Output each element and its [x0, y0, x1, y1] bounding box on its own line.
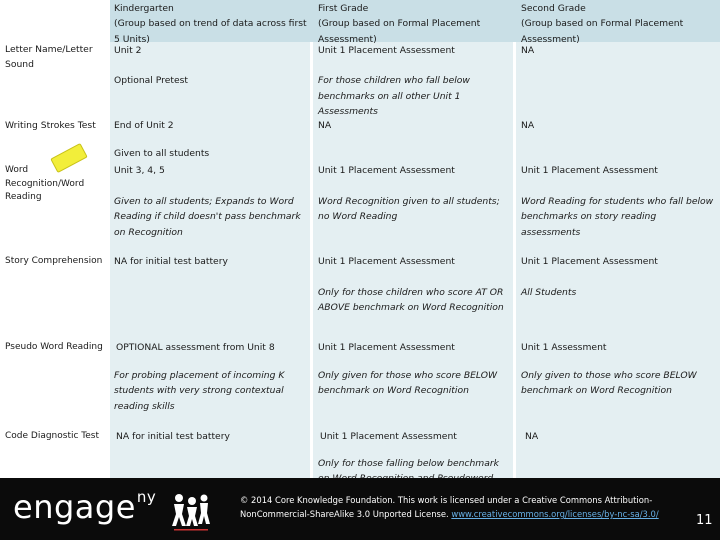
page-number: 11: [696, 513, 713, 528]
pseudo-word-k: OPTIONAL assessment from Unit 8: [116, 342, 275, 353]
word-recognition-g1: Unit 1 Placement Assessment: [318, 165, 455, 176]
letter-name-g1-note: For those children who fall below benchmarks on all other Unit 1 Assessments: [318, 75, 470, 117]
code-diagnostic-g1: Unit 1 Placement Assessment: [320, 431, 457, 442]
row-label-writing-strokes: Writing Strokes Test: [5, 120, 96, 131]
word-recognition-g2: Unit 1 Placement Assessment: [521, 165, 658, 176]
word-recognition-g2-note: Word Reading for students who fall below benchmarks on story reading assessments: [521, 196, 714, 238]
code-diagnostic-g1-note: Only for those falling below benchmark: [318, 458, 499, 469]
pseudo-word-g2: Unit 1 Assessment: [521, 342, 607, 353]
letter-name-k: Unit 2: [114, 45, 142, 56]
row-label-letter-name: Letter Name/Letter Sound: [5, 44, 93, 71]
core-knowledge-logo-icon: [170, 492, 214, 532]
header-kindergarten: Kindergarten (Group based on trend of data across first 5 Units): [114, 3, 307, 45]
story-comprehension-k: NA for initial test battery: [114, 256, 228, 267]
writing-strokes-g2: NA: [521, 120, 535, 131]
row-label-code-diagnostic: Code Diagnostic Test: [5, 431, 100, 441]
code-diagnostic-k: NA for initial test battery: [116, 431, 230, 442]
pseudo-word-g1: Unit 1 Placement Assessment: [318, 342, 455, 353]
story-comprehension-g1: Unit 1 Placement Assessment: [318, 256, 455, 267]
writing-strokes-k-note: Given to all students: [114, 148, 210, 159]
story-comprehension-g2: Unit 1 Placement Assessment: [521, 256, 658, 267]
word-recognition-k-note: Given to all students; Expands to Word Reading if child doesn't pass benchmark on Recognition: [114, 196, 301, 238]
story-comprehension-g1-note: Only for those children who score AT OR ABOVE benchmark on Word Recognition: [318, 287, 504, 314]
header-first-grade: First Grade (Group based on Formal Placement Assessment): [318, 3, 481, 45]
first-grade-column: [313, 0, 513, 478]
code-diagnostic-g2: NA: [525, 431, 539, 442]
engageny-logo: engage$^{ny}$: [13, 488, 157, 526]
word-recognition-g1-note: Word Recognition given to all students; no Word Reading: [318, 196, 500, 223]
letter-name-g2: NA: [521, 45, 535, 56]
copyright-notice: © 2014 Core Knowledge Foundation. This work is licensed under a Creative Commons Attribution-NonCommercial-ShareAlike 3.0 Unported License. www.creativecommons.org/licenses/by-nc-sa/3.0/: [240, 495, 659, 519]
story-comprehension-g2-note: All Students: [521, 287, 577, 298]
row-label-word-recognition: Word Recognition/Word Reading: [5, 165, 85, 202]
pseudo-word-g1-note: Only given for those who score BELOW benchmark on Word Recognition: [318, 370, 498, 397]
pseudo-word-g2-note: Only given to those who score BELOW benchmark on Word Recognition: [521, 370, 697, 397]
writing-strokes-g1: NA: [318, 120, 332, 131]
word-recognition-k: Unit 3, 4, 5: [114, 165, 165, 176]
writing-strokes-k: End of Unit 2: [114, 120, 174, 131]
row-label-pseudo-word: Pseudo Word Reading: [5, 342, 103, 352]
letter-name-g1: Unit 1 Placement Assessment: [318, 45, 455, 56]
row-label-story-comprehension: Story Comprehension: [5, 256, 103, 266]
pseudo-word-k-note: For probing placement of incoming K students with very strong contextual reading skills: [114, 370, 285, 412]
letter-name-k-note: Optional Pretest: [114, 75, 189, 86]
license-link[interactable]: www.creativecommons.org/licenses/by-nc-sa/3.0/: [451, 509, 659, 519]
header-second-grade: Second Grade (Group based on Formal Placement Assessment): [521, 3, 684, 45]
